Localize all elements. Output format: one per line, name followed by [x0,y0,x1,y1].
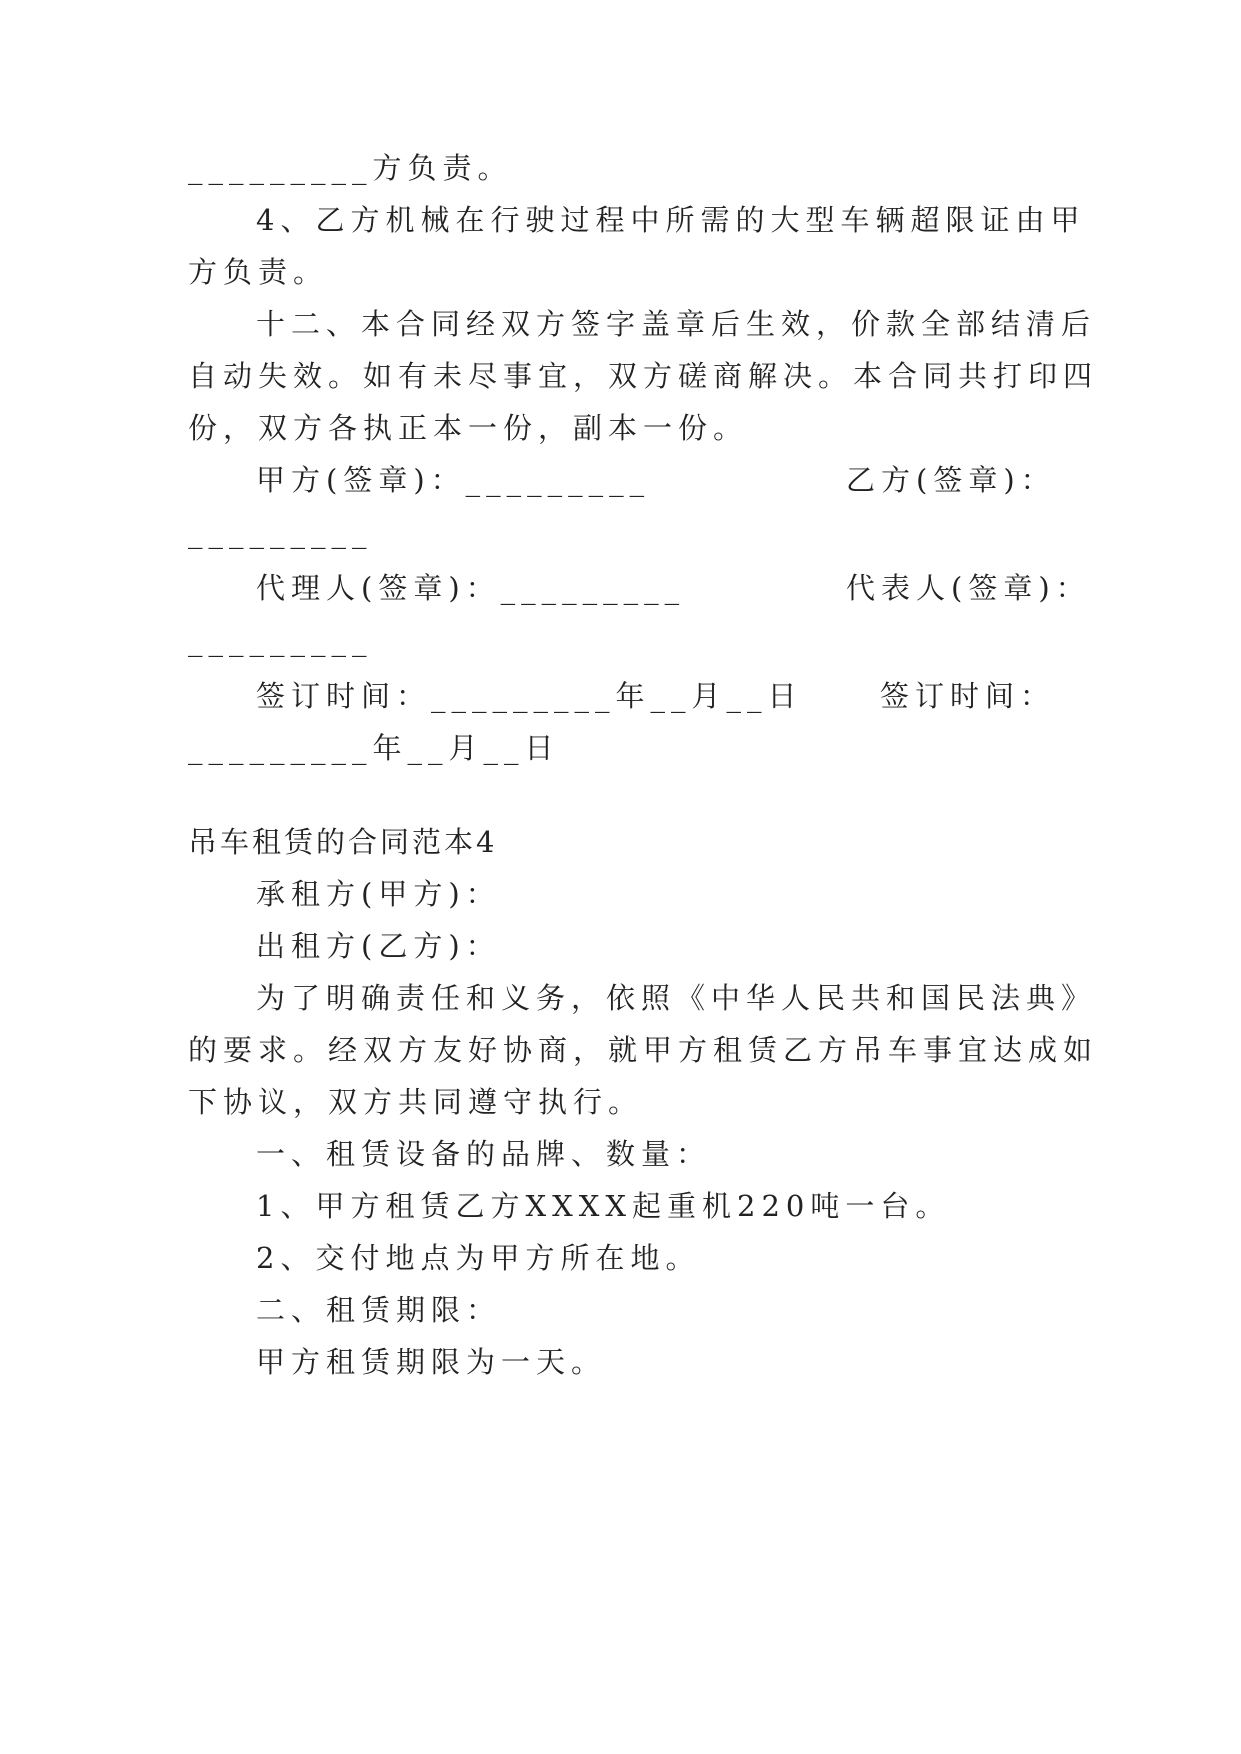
section-title: 吊车租赁的合同范本4 [188,825,498,859]
text-line: 份，双方各执正本一份，副本一份。 [188,411,749,445]
agent-signature: 代理人(签章)：_________ [256,571,686,605]
text-line: 为了明确责任和义务，依照《中华人民共和国民法典》 [256,981,1097,1015]
text-line: 十二、本合同经双方签字盖章后生效，价款全部结清后 [256,307,1097,341]
representative-signature-blank: _________ [188,623,373,657]
party-b-signature-blank: _________ [188,515,373,549]
signing-date-a: 签订时间：_________年__月__日 [256,679,803,713]
text-line: 4、乙方机械在行驶过程中所需的大型车辆超限证由甲 [256,203,1086,237]
text-line: 1、甲方租赁乙方XXXX起重机220吨一台。 [256,1189,951,1223]
text-line: _________方负责。 [188,151,513,185]
text-line: 甲方租赁期限为一天。 [256,1345,607,1379]
text-line: 一、租赁设备的品牌、数量： [256,1137,712,1171]
representative-signature: 代表人(签章)： [846,571,1091,605]
text-line: 自动失效。如有未尽事宜，双方磋商解决。本合同共打印四 [188,359,1099,393]
text-line: 承租方(甲方)： [256,877,501,911]
text-line: 的要求。经双方友好协商，就甲方租赁乙方吊车事宜达成如 [188,1033,1099,1067]
text-line: 二、租赁期限： [256,1293,502,1327]
signing-date-b-value: _________年__月__日 [188,731,560,765]
text-line: 下协议，双方共同遵守执行。 [188,1085,644,1119]
signing-date-b-label: 签订时间： [880,679,1056,713]
text-line: 方负责。 [188,255,329,289]
text-line: 2、交付地点为甲方所在地。 [256,1241,701,1275]
text-line: 出租方(乙方)： [256,929,501,963]
party-b-signature: 乙方(签章)： [846,463,1056,497]
party-a-signature: 甲方(签章)：_________ [256,463,651,497]
